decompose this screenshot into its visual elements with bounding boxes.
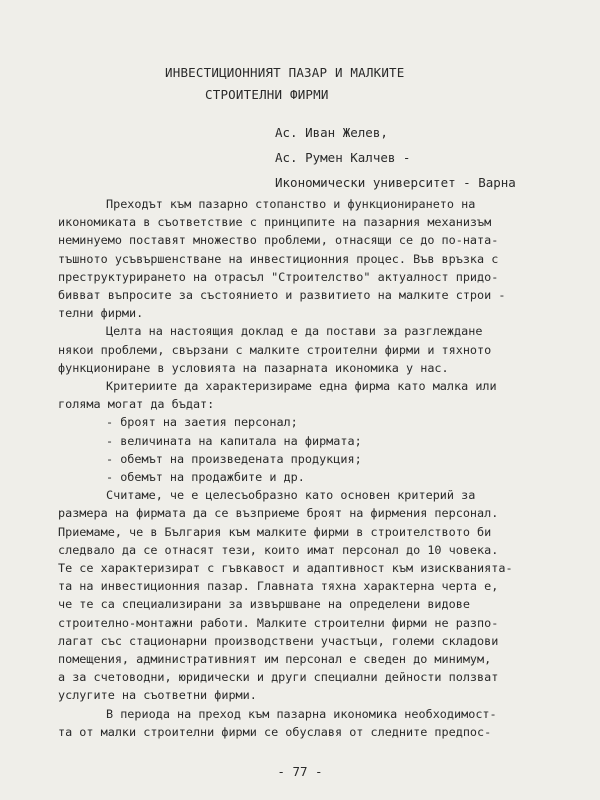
text-line: Приемаме, че в България към малките фирми в строителството би — [58, 524, 492, 539]
page-number: - 77 - — [277, 764, 323, 779]
text-line: че те са специализирани за извършване на определени видове — [58, 597, 470, 612]
text-line: телни фирми. — [58, 306, 144, 321]
text-line: Критериите да характеризираме една фирма като малка или — [106, 379, 497, 394]
text-line: преструктурирането на отрасъл "Строителство" актуалност придо- — [58, 269, 499, 284]
list-item: - обемът на продажбите и др. — [106, 470, 305, 485]
title-line-1: ИНВЕСТИЦИОННИЯТ ПАЗАР И МАЛКИТЕ — [165, 65, 405, 80]
text-line: бивват въпросите за състоянието и развитието на малките строи - — [58, 288, 506, 303]
author-block — [275, 120, 516, 195]
body-text — [58, 195, 558, 741]
text-line: строително-монтажни работи. Малките строителни фирми не разпо- — [58, 615, 499, 630]
text-line: Считаме, че е целесъобразно като основен критерий за — [106, 488, 476, 503]
title-line-2: СТРОИТЕЛНИ ФИРМИ — [205, 87, 329, 102]
text-line: някои проблеми, свързани с малките строителни фирми и тяхното — [58, 342, 492, 357]
affiliation-line: Икономически университет - Варна — [275, 175, 516, 190]
list-item: - величината на капитала на фирмата; — [106, 433, 362, 448]
text-line: неминуемо поставят множество проблеми, отнасящи се до по-ната- — [58, 233, 499, 248]
text-line: услугите на съответни фирми. — [58, 688, 257, 703]
text-line: икономиката в съответствие с принципите на пазарния механизъм — [58, 215, 492, 230]
list-item: - броят на заетия персонал; — [106, 415, 298, 430]
text-line: лагат със стационарни производствени участъци, големи складови — [58, 633, 499, 648]
document-title — [0, 62, 600, 106]
text-line: Преходът към пазарно стопанство и функционирането на — [106, 197, 476, 211]
text-line: помещения, административният им персонал е сведен до минимум, — [58, 652, 492, 667]
text-line: следвало да се отнасят тези, които имат персонал до 10 човека. — [58, 542, 499, 557]
text-line: та на инвестиционния пазар. Главната тяхна характерна черта е, — [58, 579, 499, 594]
author-line: Ас. Иван Желев, — [275, 125, 388, 140]
text-line: тъшното усъвършенстване на инвестиционния процес. Във връзка с — [58, 251, 499, 266]
text-line: Те се характеризират с гъвкавост и адаптивност към изискванията- — [58, 561, 513, 576]
list-item: - обемът на произведената продукция; — [106, 451, 362, 466]
text-line: размера на фирмата да се възприеме броят на фирмения персонал. — [58, 506, 499, 521]
text-line: функциониране в условията на пазарната икономика у нас. — [58, 360, 449, 375]
text-line: В периода на преход към пазарна икономика необходимост- — [106, 706, 497, 721]
text-line: а за счетоводни, юридически и други специални дейности ползват — [58, 670, 499, 685]
text-line: голяма могат да бъдат: — [58, 397, 215, 412]
text-line: та от малки строителни фирми се обуславя от следните предпос- — [58, 724, 492, 739]
text-line: Целта на настоящия доклад е да постави за разглеждане — [106, 324, 483, 339]
author-line: Ас. Румен Калчев - — [275, 150, 411, 165]
